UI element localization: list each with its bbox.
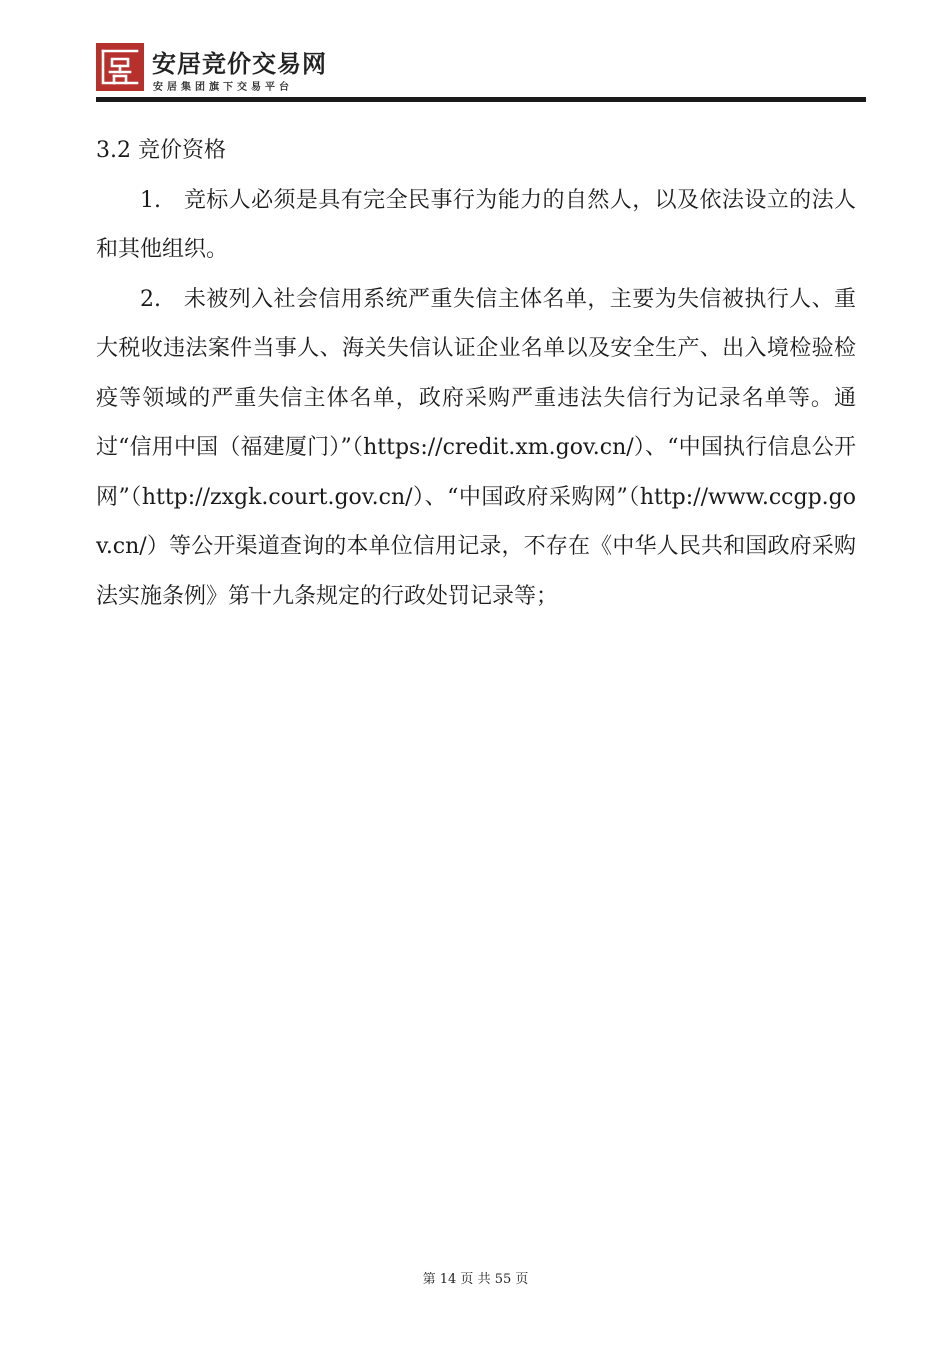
- header-divider: [96, 97, 866, 102]
- brand-tagline: 安居集团旗下交易平台: [153, 82, 293, 93]
- section-heading: 3.2 竞价资格: [96, 138, 226, 163]
- brand-name: 安居竞价交易网: [152, 50, 327, 78]
- paragraph-1: 1. 竞标人必须是具有完全民事行为能力的自然人，以及依法设立的法人和其他组织。: [96, 187, 856, 262]
- page-header: [96, 40, 866, 102]
- document-body: [96, 126, 856, 621]
- paragraph-2: 2. 未被列入社会信用系统严重失信主体名单，主要为失信被执行人、重大税收违法案件当事人、海关失信认证企业名单以及安全生产、出入境检验检疫等领域的严重失信主体名单，政府采购严重违法失信行为记录名单等。通过“信用中国（福建厦门）”（https://credit.xm.gov.cn/）、“中国执行信息公开网”（http://zxgk.court.gov.cn/）、“中国政府采购网”（http://www.ccgp.gov.cn/）等公开渠道查询的本单位信用记录，不存在《中华人民共和国政府采购法实施条例》第十九条规定的行政处罚记录等；: [96, 286, 856, 609]
- page-number: 第 14 页 共 55 页: [422, 1272, 529, 1287]
- anju-logo-icon: [96, 43, 144, 91]
